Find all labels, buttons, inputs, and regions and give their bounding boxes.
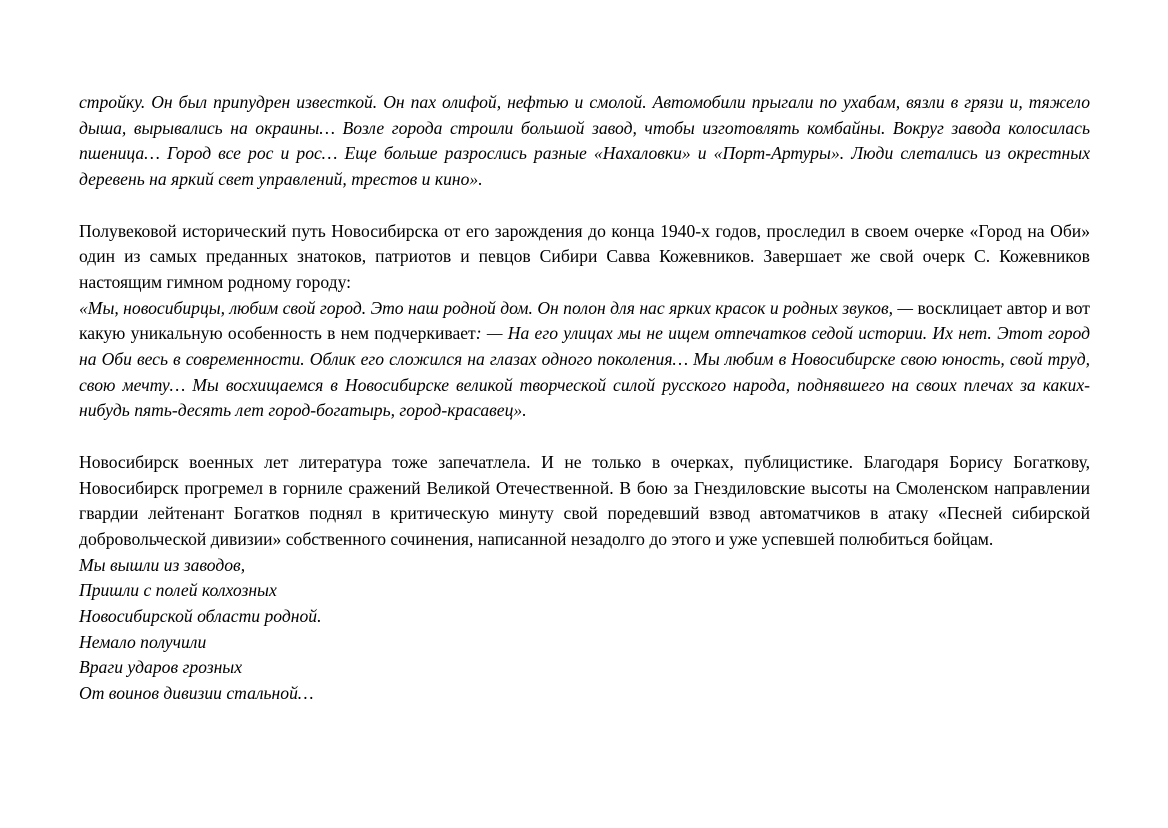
paragraph-kozhevnikov bbox=[79, 219, 1090, 425]
verse-line: Мы вышли из заводов, bbox=[79, 554, 246, 575]
song-verse bbox=[79, 553, 1090, 707]
verse-line: Пришли с полей колхозных bbox=[79, 580, 277, 601]
paragraph-city-description: стройку. Он был припудрен известкой. Он пах олифой, нефтью и смолой. Автомобили прыгали по ухабам, вязли в грязи и, тяжело дыша, вырывались на окраины… Возле города строили большой завод, чтобы изготовлять комбайны. Вокруг завода колосилась пшеница… Город все рос и рос… Еще больше разрослись разные «Нахаловки» и «Порт-Артуры». Люди слетались из окрестных деревень на яркий свет управлений, трестов и кино». bbox=[79, 92, 1090, 190]
quote-part-1: «Мы, новосибирцы, любим свой город. Это наш родной дом. Он полон для нас ярких красок и родных звуков, — bbox=[79, 297, 914, 318]
verse-line: От воинов дивизии стальной… bbox=[79, 683, 314, 704]
paragraph-bogatkov: Новосибирск военных лет литература тоже запечатлела. И не только в очерках, публицистике. Благодаря Борису Богаткову, Новосибирск прогремел в горниле сражений Великой Отечественной. В бою за Гнездиловские высоты на Смоленском направлении гвардии лейтенант Богатков поднял в критическую минуту свой поредевший взвод автоматчиков в атаку «Песней сибирской добровольческой дивизии» собственного сочинения, написанной незадолго до этого и уже успевшей полюбиться бойцам. bbox=[79, 451, 1090, 549]
quote-part-2: : — На его улицах мы не ищем отпечатков седой истории. Их нет. Этот город на Оби весь в современности. Облик его сложился на глазах одного поколения… Мы любим в Новосибирске свою юность, свой труд, свою мечту… Мы восхищаемся в Новосибирске великой творческой силой русского народа, поднявшего на своих плечах за каких-нибудь пять-десять лет город-богатырь, город-красавец». bbox=[79, 323, 1090, 421]
author-remark: восклицает автор и вот какую уникальную особенность в нем подчеркивает bbox=[79, 297, 1090, 344]
paragraph-kozhevnikov-intro: Полувековой исторический путь Новосибирска от его зарождения до конца 1940-х годов, проследил в своем очерке «Город на Оби» один из самых преданных знатоков, патриотов и певцов Сибири Савва Кожевников. Завершает же свой очерк С. Кожевников настоящим гимном родному городу: bbox=[79, 220, 1090, 292]
verse-line: Немало получили bbox=[79, 631, 207, 652]
verse-line: Новосибирской области родной. bbox=[79, 606, 322, 627]
document-page bbox=[79, 90, 1090, 707]
verse-line: Враги ударов грозных bbox=[79, 657, 243, 678]
